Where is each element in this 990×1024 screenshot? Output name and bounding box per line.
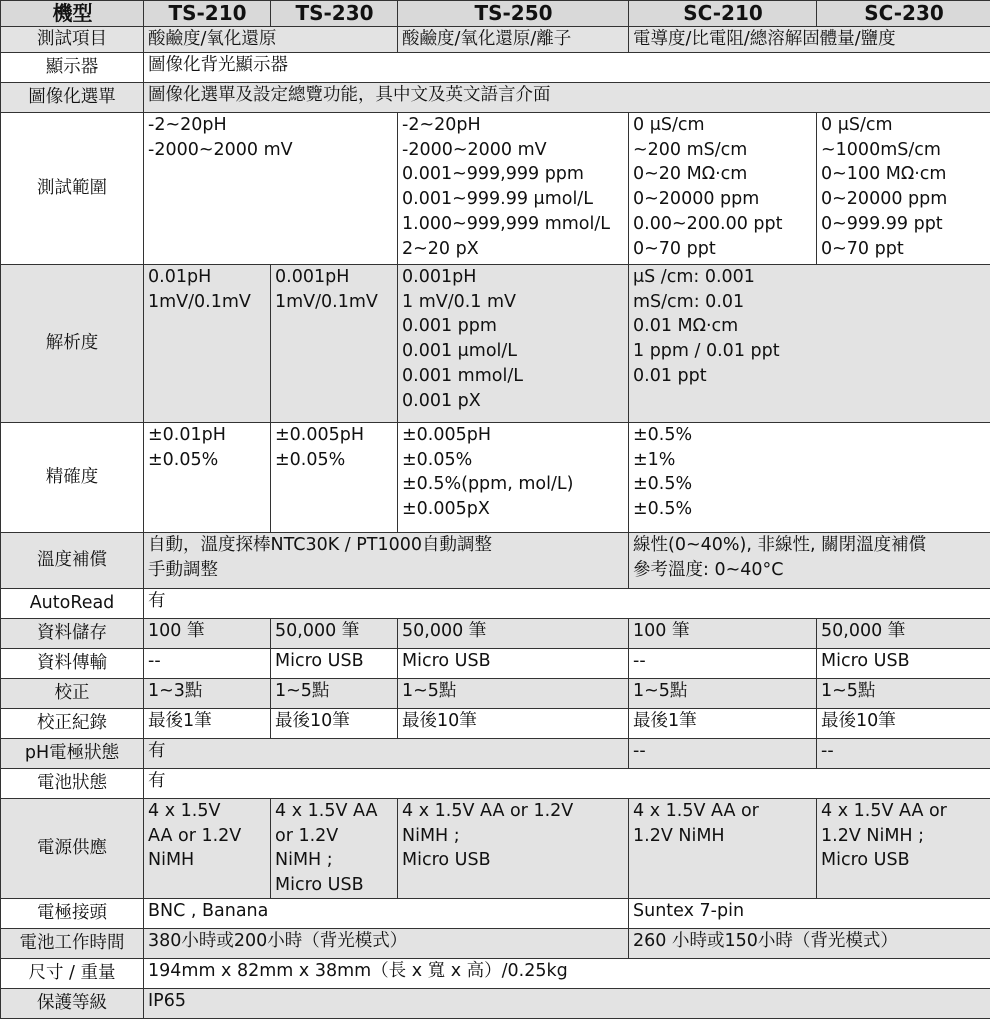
spec-cell-line: 4 x 1.5V xyxy=(148,800,221,821)
spec-cell-line: ±0.005pH xyxy=(402,424,492,445)
spec-cell xyxy=(271,618,398,648)
spec-cell xyxy=(144,798,271,898)
spec-row-battery-life xyxy=(1,928,990,958)
spec-cell-line: 0.01pH xyxy=(148,266,212,287)
spec-cell xyxy=(817,112,990,264)
spec-cell-line: 手動調整 xyxy=(148,559,218,580)
spec-cell-line: 自動，溫度探棒NTC30K / PT1000自動調整 xyxy=(148,534,493,555)
spec-cell xyxy=(144,588,990,618)
spec-row-graphic-menu xyxy=(1,82,990,112)
spec-cell xyxy=(144,768,990,798)
row-label-data-storage: 資料儲存 xyxy=(1,618,144,648)
spec-row-protection-rating xyxy=(1,988,990,1018)
header-sc-210: SC-210 xyxy=(629,1,817,27)
spec-cell xyxy=(144,532,629,588)
spec-cell-line: 電導度/比電阻/總溶解固體量/鹽度 xyxy=(633,29,896,49)
spec-cell-line: IP65 xyxy=(148,990,186,1011)
spec-row-display xyxy=(1,52,990,82)
spec-cell xyxy=(271,422,398,532)
spec-cell-line: ±0.05% xyxy=(148,449,219,470)
spec-cell-line: 1~5點 xyxy=(275,680,330,701)
spec-cell xyxy=(629,112,817,264)
spec-cell xyxy=(629,898,990,928)
spec-cell-line: 0.001~999,999 ppm xyxy=(402,164,584,185)
spec-cell-line: Micro USB xyxy=(275,875,364,896)
spec-cell-line: 0 μS/cm xyxy=(633,114,705,135)
spec-cell xyxy=(144,988,990,1018)
spec-cell xyxy=(629,738,817,768)
spec-cell xyxy=(398,798,629,898)
spec-cell-line: 1mV/0.1mV xyxy=(148,291,251,312)
spec-cell-line: 4 x 1.5V AA or xyxy=(633,800,759,821)
spec-cell-line: 0~70 ppt xyxy=(633,238,716,259)
spec-cell-line: 50,000 筆 xyxy=(275,620,360,641)
spec-cell-line: 最後10筆 xyxy=(402,710,477,731)
spec-cell xyxy=(817,708,990,738)
spec-cell xyxy=(398,112,629,264)
spec-cell-line: BNC , Banana xyxy=(148,900,269,921)
header-ts-230: TS-230 xyxy=(271,1,398,27)
spec-cell-line: 參考溫度: 0~40°C xyxy=(633,559,784,580)
spec-cell-line: 0 μS/cm xyxy=(821,114,893,135)
spec-cell xyxy=(271,648,398,678)
spec-cell-line: ~1000mS/cm xyxy=(821,139,941,160)
spec-cell-line: ±0.01pH xyxy=(148,424,226,445)
spec-cell-line: NiMH ; xyxy=(402,825,460,846)
spec-cell-line: -- xyxy=(148,650,161,671)
spec-cell xyxy=(144,112,398,264)
spec-cell-line: 最後1筆 xyxy=(148,710,212,731)
spec-cell xyxy=(398,27,629,53)
spec-cell xyxy=(144,678,271,708)
spec-cell-line: -2000~2000 mV xyxy=(402,139,547,160)
spec-cell-line: 0.00~200.00 ppt xyxy=(633,213,783,234)
spec-cell xyxy=(144,82,990,112)
spec-cell xyxy=(398,422,629,532)
row-label-calibration-record: 校正紀錄 xyxy=(1,708,144,738)
spec-row-accuracy xyxy=(1,422,990,532)
spec-cell-line: 1.2V NiMH xyxy=(633,825,725,846)
spec-cell-line: 酸鹼度/氧化還原 xyxy=(148,29,277,49)
spec-cell-line: mS/cm: 0.01 xyxy=(633,291,745,312)
row-label-data-transfer: 資料傳輸 xyxy=(1,648,144,678)
spec-row-ph-electrode-status xyxy=(1,738,990,768)
spec-cell-line: or 1.2V xyxy=(275,825,339,846)
spec-row-battery-status xyxy=(1,768,990,798)
spec-cell xyxy=(629,27,990,53)
spec-cell-line: 4 x 1.5V AA or 1.2V xyxy=(402,800,574,821)
spec-cell-line: ±0.05% xyxy=(275,449,346,470)
spec-cell xyxy=(144,898,629,928)
spec-cell-line: AA or 1.2V xyxy=(148,825,242,846)
spec-cell-line: 0.001pH xyxy=(275,266,350,287)
spec-cell-line: 酸鹼度/氧化還原/離子 xyxy=(402,29,572,49)
spec-cell-line: 194mm x 82mm x 38mm（長 x 寬 x 高）/0.25kg xyxy=(148,960,568,981)
spec-cell-line: 1 mV/0.1 mV xyxy=(402,291,517,312)
row-label-battery-status: 電池狀態 xyxy=(1,768,144,798)
spec-cell-line: 1mV/0.1mV xyxy=(275,291,378,312)
row-label-test-items: 測試項目 xyxy=(1,27,144,53)
header-row xyxy=(1,1,990,27)
spec-cell-line: μS /cm: 0.001 xyxy=(633,266,755,287)
spec-cell-line: ±0.5%(ppm, mol/L) xyxy=(402,474,574,495)
spec-cell-line: 1~5點 xyxy=(402,680,457,701)
row-label-battery-life: 電池工作時間 xyxy=(1,928,144,958)
spec-cell-line: -- xyxy=(633,650,646,671)
row-label-power-supply: 電源供應 xyxy=(1,798,144,898)
spec-cell xyxy=(271,264,398,422)
spec-cell-line: 4 x 1.5V AA xyxy=(275,800,378,821)
header-ts-210: TS-210 xyxy=(144,1,271,27)
spec-cell xyxy=(144,738,629,768)
spec-cell-line: 0.01 MΩ·cm xyxy=(633,316,739,337)
spec-cell-line: 最後1筆 xyxy=(633,710,697,731)
spec-cell xyxy=(144,52,990,82)
spec-cell-line: 0.001~999.99 μmol/L xyxy=(402,189,593,210)
spec-cell xyxy=(629,648,817,678)
spec-cell-line: 0.001 pX xyxy=(402,390,481,411)
spec-cell-line: 有 xyxy=(148,590,166,611)
spec-cell xyxy=(629,928,990,958)
spec-cell xyxy=(817,678,990,708)
row-label-resolution: 解析度 xyxy=(1,264,144,422)
row-label-ph-electrode-status: pH電極狀態 xyxy=(1,738,144,768)
spec-cell-line: 0~20000 ppm xyxy=(633,189,760,210)
spec-cell-line: 0~70 ppt xyxy=(821,238,904,259)
spec-cell-line: -- xyxy=(633,740,646,761)
spec-cell-line: NiMH ; xyxy=(275,850,333,871)
spec-cell-line: -2~20pH xyxy=(402,114,481,135)
row-label-calibration: 校正 xyxy=(1,678,144,708)
spec-row-calibration xyxy=(1,678,990,708)
header-sc-230: SC-230 xyxy=(817,1,990,27)
spec-cell xyxy=(817,618,990,648)
spec-cell-line: ±1% xyxy=(633,449,676,470)
spec-cell-line: 0~100 MΩ·cm xyxy=(821,164,947,185)
spec-cell-line: ±0.05% xyxy=(402,449,473,470)
spec-row-test-items xyxy=(1,27,990,53)
row-label-autoread: AutoRead xyxy=(1,588,144,618)
spec-cell-line: 最後10筆 xyxy=(821,710,896,731)
spec-cell-line: 0~20000 ppm xyxy=(821,189,948,210)
spec-cell xyxy=(271,678,398,708)
spec-row-resolution xyxy=(1,264,990,422)
spec-cell xyxy=(398,264,629,422)
spec-cell-line: 2~20 pX xyxy=(402,238,479,259)
spec-cell xyxy=(271,708,398,738)
spec-row-data-transfer xyxy=(1,648,990,678)
spec-cell-line: 100 筆 xyxy=(148,620,205,641)
spec-cell-line: ±0.5% xyxy=(633,424,693,445)
row-label-graphic-menu: 圖像化選單 xyxy=(1,82,144,112)
spec-cell-line: 0.001 mmol/L xyxy=(402,365,523,386)
row-label-measure-range: 測試範圍 xyxy=(1,112,144,264)
spec-cell-line: ±0.5% xyxy=(633,474,693,495)
spec-cell-line: 圖像化背光顯示器 xyxy=(148,54,288,75)
spec-cell xyxy=(398,708,629,738)
spec-cell xyxy=(629,798,817,898)
spec-cell-line: 4 x 1.5V AA or xyxy=(821,800,947,821)
spec-cell-line: 線性(0~40%), 非線性, 關閉溫度補償 xyxy=(633,534,927,555)
spec-row-measure-range xyxy=(1,112,990,264)
spec-cell-line: 有 xyxy=(148,740,166,761)
spec-cell xyxy=(398,678,629,708)
row-label-display: 顯示器 xyxy=(1,52,144,82)
spec-cell-line: 260 小時或150小時（背光模式） xyxy=(633,930,898,951)
spec-row-power-supply xyxy=(1,798,990,898)
spec-cell-line: 0.01 ppt xyxy=(633,365,707,386)
spec-cell-line: ±0.005pX xyxy=(402,499,490,520)
spec-row-temp-compensation xyxy=(1,532,990,588)
spec-row-calibration-record xyxy=(1,708,990,738)
spec-cell-line: 0~999.99 ppt xyxy=(821,213,943,234)
spec-cell-line: ~200 mS/cm xyxy=(633,139,748,160)
spec-cell-line: 50,000 筆 xyxy=(402,620,487,641)
row-label-accuracy: 精確度 xyxy=(1,422,144,532)
spec-cell xyxy=(398,648,629,678)
spec-cell-line: 1.000~999,999 mmol/L xyxy=(402,213,611,234)
spec-cell-line: 圖像化選單及設定總覽功能，具中文及英文語言介面 xyxy=(148,84,551,105)
spec-cell-line: 0~20 MΩ·cm xyxy=(633,164,748,185)
spec-cell-line: 100 筆 xyxy=(633,620,690,641)
spec-cell-line: -- xyxy=(821,740,834,761)
spec-cell-line: 380小時或200小時（背光模式） xyxy=(148,930,408,951)
spec-cell xyxy=(144,708,271,738)
spec-cell-line: 1.2V NiMH ; xyxy=(821,825,925,846)
spec-cell xyxy=(271,798,398,898)
spec-cell xyxy=(629,678,817,708)
spec-row-autoread xyxy=(1,588,990,618)
spec-cell xyxy=(144,928,629,958)
spec-cell-line: NiMH xyxy=(148,850,195,871)
spec-cell xyxy=(398,618,629,648)
spec-cell xyxy=(629,422,990,532)
spec-cell-line: 1~5點 xyxy=(633,680,688,701)
spec-cell-line: -2~20pH xyxy=(148,114,227,135)
row-label-size-weight: 尺寸 / 重量 xyxy=(1,958,144,988)
spec-cell-line: 0.001pH xyxy=(402,266,477,287)
row-label-temp-compensation: 溫度補償 xyxy=(1,532,144,588)
row-label-electrode-connector: 電極接頭 xyxy=(1,898,144,928)
spec-row-electrode-connector xyxy=(1,898,990,928)
spec-cell-line: Micro USB xyxy=(821,850,910,871)
spec-cell xyxy=(629,264,990,422)
row-label-protection-rating: 保護等級 xyxy=(1,988,144,1018)
spec-row-data-storage xyxy=(1,618,990,648)
spec-cell-line: 1~3點 xyxy=(148,680,203,701)
spec-cell xyxy=(629,708,817,738)
spec-cell-line: Micro USB xyxy=(821,650,910,671)
spec-cell-line: ±0.5% xyxy=(633,499,693,520)
spec-cell xyxy=(817,738,990,768)
spec-cell-line: Micro USB xyxy=(402,650,491,671)
spec-cell-line: -2000~2000 mV xyxy=(148,139,293,160)
header-ts-250: TS-250 xyxy=(398,1,629,27)
spec-cell-line: 1~5點 xyxy=(821,680,876,701)
spec-cell xyxy=(144,618,271,648)
spec-cell-line: 有 xyxy=(148,770,166,791)
spec-cell-line: 50,000 筆 xyxy=(821,620,906,641)
spec-table-body xyxy=(1,1,990,1019)
spec-cell-line: Suntex 7-pin xyxy=(633,900,745,921)
spec-cell xyxy=(629,618,817,648)
spec-cell-line: 1 ppm / 0.01 ppt xyxy=(633,341,780,362)
spec-cell-line: ±0.005pH xyxy=(275,424,365,445)
spec-cell xyxy=(629,532,990,588)
spec-row-size-weight xyxy=(1,958,990,988)
spec-cell xyxy=(144,958,990,988)
spec-cell-line: Micro USB xyxy=(275,650,364,671)
spec-cell xyxy=(817,648,990,678)
spec-cell-line: Micro USB xyxy=(402,850,491,871)
spec-cell xyxy=(144,264,271,422)
header-model-label: 機型 xyxy=(1,1,144,27)
spec-cell-line: 最後10筆 xyxy=(275,710,350,731)
spec-cell-line: 0.001 μmol/L xyxy=(402,341,518,362)
spec-cell xyxy=(817,798,990,898)
spec-cell-line: 0.001 ppm xyxy=(402,316,497,337)
spec-cell xyxy=(144,422,271,532)
spec-cell xyxy=(144,27,398,53)
spec-cell xyxy=(144,648,271,678)
